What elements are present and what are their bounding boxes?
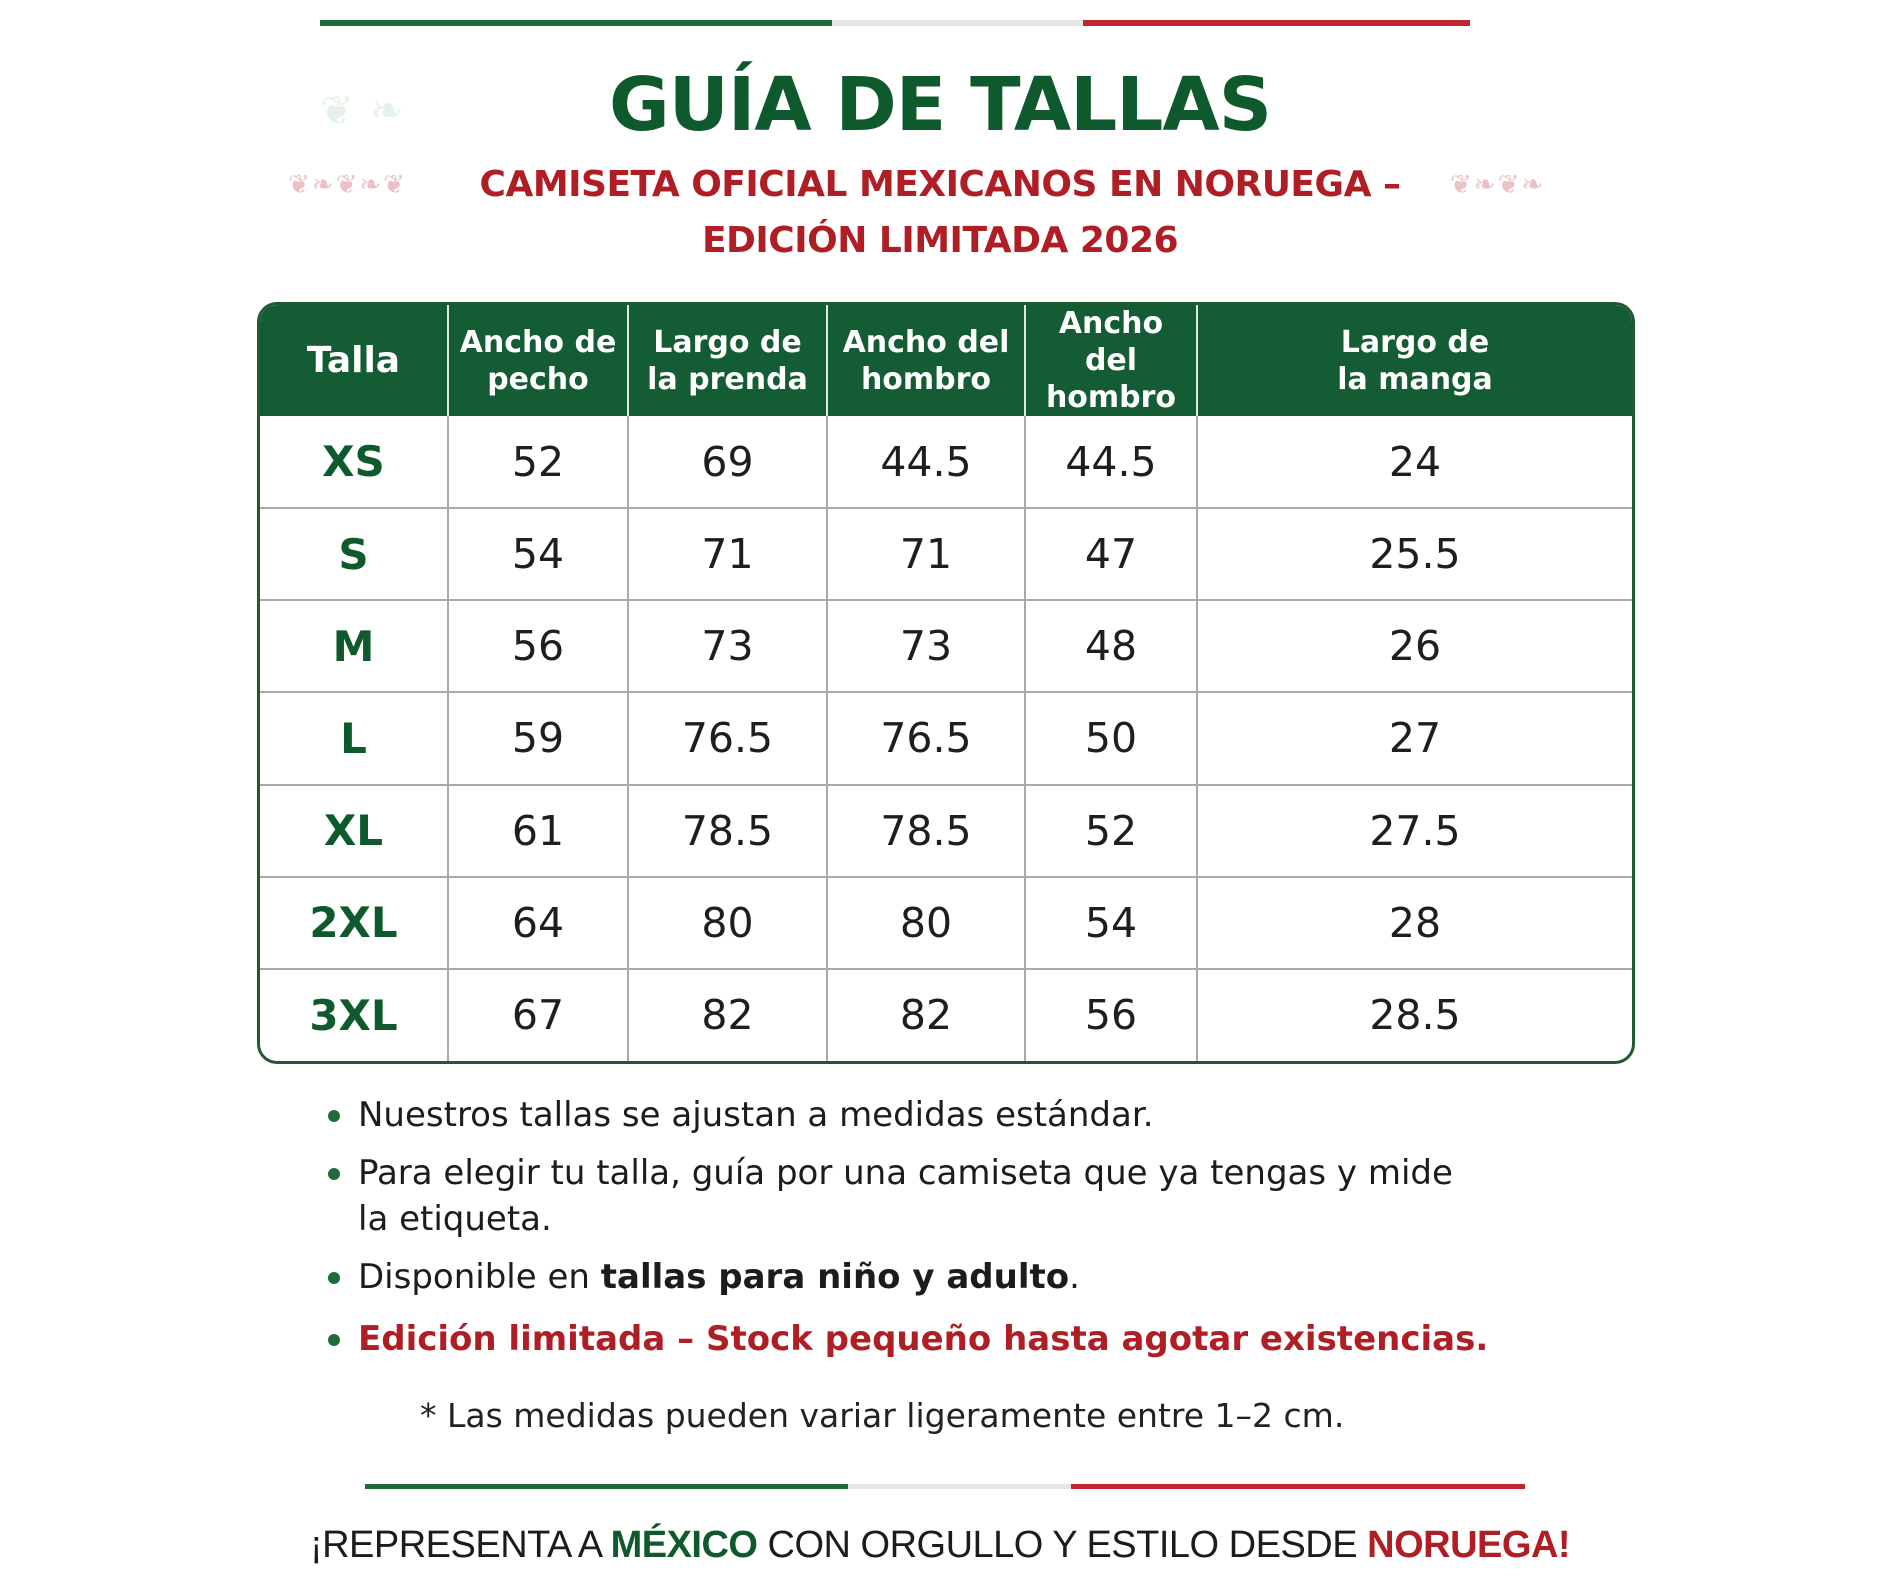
measurement-cell: 76.5 (628, 692, 827, 784)
measurement-cell: 82 (827, 969, 1025, 1061)
table-row (260, 692, 1632, 784)
footer-mexico: MÉXICO (610, 1524, 758, 1566)
note-bold-text: tallas para niño y adulto (600, 1257, 1070, 1297)
size-table (257, 302, 1635, 1064)
list-item-highlight (322, 1316, 1622, 1362)
measurement-cell: 80 (827, 877, 1025, 969)
measurement-cell: 48 (1025, 600, 1197, 692)
bullet-icon (328, 1168, 340, 1180)
column-header-line: Largo de (1340, 324, 1490, 360)
measurement-cell: 50 (1025, 692, 1197, 784)
measurement-cell: 24 (1388, 437, 1442, 486)
footer-text: ¡REPRESENTA A (309, 1524, 611, 1566)
measurement-cell: 73 (628, 600, 827, 692)
column-header (628, 305, 827, 416)
size-label-cell: 3XL (260, 969, 448, 1061)
table-body (260, 416, 1632, 1061)
measurement-cell: 61 (448, 785, 628, 877)
footer-slogan (0, 1524, 1880, 1567)
measurement-cell: 54 (448, 508, 628, 600)
measurement-cell: 78.5 (827, 785, 1025, 877)
measurement-cell: 44.5 (827, 416, 1025, 508)
decorative-flourish-top: ❦ ❧ (320, 88, 406, 134)
measurement-cell: 64 (448, 877, 628, 969)
measurement-cell: 82 (628, 969, 827, 1061)
measurement-cell: 27.5 (1197, 785, 1632, 877)
table-row (260, 785, 1632, 877)
measurement-cell: 28 (1197, 877, 1632, 969)
table-row (260, 508, 1632, 600)
measurement-cell: 69 (628, 416, 827, 508)
column-header-line: del hombro (1045, 343, 1177, 415)
size-label-cell: 2XL (260, 877, 448, 969)
decorative-flourish-left: ❦❧❦❧❦ (288, 170, 407, 200)
column-header-line: pecho (487, 361, 589, 397)
measurement-cell: 78.5 (628, 785, 827, 877)
subtitle-line-1: CAMISETA OFICIAL MEXICANOS EN NORUEGA – (479, 164, 1401, 205)
column-header-talla (260, 305, 448, 416)
measurement-cell: 47 (1025, 508, 1197, 600)
measurement-cell: 71 (628, 508, 827, 600)
measurement-cell: 54 (1025, 877, 1197, 969)
size-label-cell: XL (260, 785, 448, 877)
column-header-line: hombro (860, 361, 992, 397)
column-header-line: la prenda (647, 361, 808, 397)
notes-list (322, 1092, 1622, 1374)
footer-text: CON ORGULLO Y ESTILO DESDE (757, 1524, 1368, 1566)
column-header-line: la manga (1337, 361, 1493, 397)
size-label-cell: L (260, 692, 448, 784)
bullet-icon (328, 1334, 340, 1346)
table-row (260, 969, 1632, 1061)
column-header-line: Talla (306, 340, 401, 381)
column-header-line: Ancho (1058, 306, 1164, 341)
bullet-icon (328, 1272, 340, 1284)
measurement-cell: 27 (1197, 692, 1632, 784)
list-item (322, 1150, 1622, 1242)
measurement-cell: 67 (448, 969, 628, 1061)
column-header (1025, 305, 1197, 416)
size-label-cell: S (260, 508, 448, 600)
table-row (260, 877, 1632, 969)
decorative-flourish-right: ❦❧❦❧ (1450, 170, 1546, 200)
measurement-cell: 52 (1025, 785, 1197, 877)
note-text: . (1069, 1257, 1080, 1297)
table-row (260, 600, 1632, 692)
measurement-cell: 73 (827, 600, 1025, 692)
flag-stripe-top (320, 20, 1470, 26)
note-text: Nuestros tallas se ajustan a medidas estándar. (358, 1095, 1154, 1135)
subtitle-line-2: EDICIÓN LIMITADA 2026 (701, 220, 1179, 261)
measurement-cell: 59 (448, 692, 628, 784)
note-text: Para elegir tu talla, guía por una camiseta que ya tengas y mide (358, 1153, 1453, 1193)
measurement-cell: 44.5 (1025, 416, 1197, 508)
measurement-cell: 71 (827, 508, 1025, 600)
note-text: la etiqueta. (358, 1199, 552, 1239)
list-item (322, 1092, 1622, 1138)
column-header-line: Ancho del (842, 324, 1010, 360)
column-header (1197, 305, 1632, 416)
disclaimer: * Las medidas pueden variar ligeramente entre 1–2 cm. (420, 1396, 1345, 1435)
column-header (448, 305, 628, 416)
column-header (827, 305, 1025, 416)
page-title: GUÍA DE TALLAS (608, 62, 1271, 148)
size-label-cell: M (260, 600, 448, 692)
size-label-cell: XS (260, 416, 448, 508)
measurement-cell: 80 (628, 877, 827, 969)
flag-stripe-bottom (365, 1484, 1525, 1489)
list-item (322, 1254, 1622, 1300)
note-text: Disponible en (358, 1257, 601, 1297)
column-header-line: Largo de (653, 324, 802, 360)
measurement-cell: 26 (1197, 600, 1632, 692)
measurement-cell: 56 (1025, 969, 1197, 1061)
table-row (260, 416, 1632, 508)
measurement-cell: 28.5 (1197, 969, 1632, 1061)
measurement-cell: 25.5 (1197, 508, 1632, 600)
measurement-cell: 76.5 (827, 692, 1025, 784)
footer-noruega: NORUEGA! (1367, 1524, 1571, 1566)
measurement-cell: 56 (448, 600, 628, 692)
column-header-line: Ancho de (459, 324, 617, 360)
table-header-row (260, 305, 1632, 416)
note-text: Edición limitada – Stock pequeño hasta agotar existencias. (358, 1319, 1489, 1359)
bullet-icon (328, 1110, 340, 1122)
measurement-cell: 52 (448, 416, 628, 508)
